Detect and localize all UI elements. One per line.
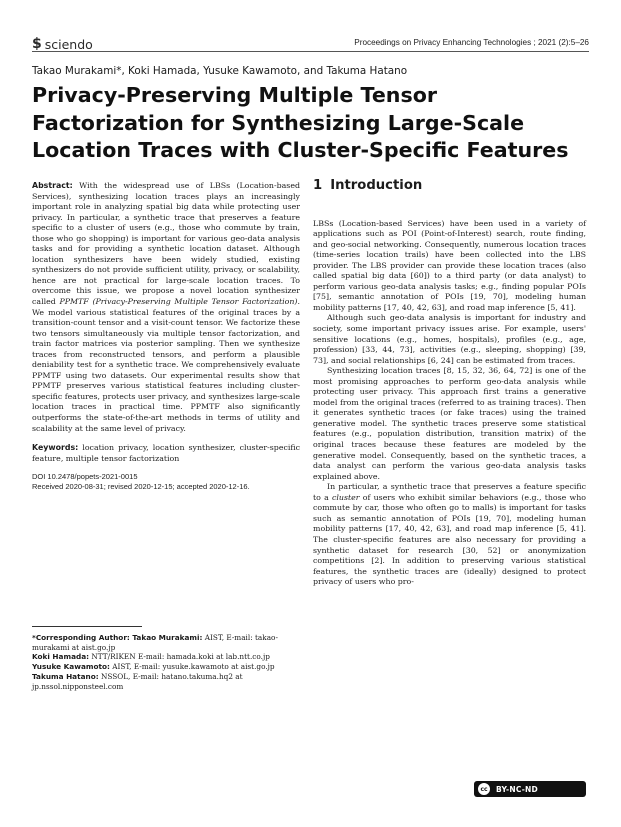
footnote-hatano	[32, 672, 300, 691]
footnote-text: NSSOL, E-mail: hatano.takuma.hq2 at jp.nssol.nipponsteel.com	[32, 671, 243, 691]
doi-link[interactable]: DOI 10.2478/popets-2021-0015	[32, 472, 138, 482]
section-title: Introduction	[330, 178, 423, 193]
intro-p4-italic: cluster	[332, 492, 360, 502]
license-badge[interactable]	[474, 781, 586, 797]
abstract-text-2: We model various statistical features of the original traces by a transition-count tensor and a visit-count tensor. We factorize these two tensors simultaneously via multiple tensor factorization, and train factor matrices via posterior sampling. Then we synthesize traces from reconstructed tensors, and perform a plausible deniability test for a synthetic trace. We comprehensively evaluate PPMTF using two datasets. Our experimental results show that PPMTF preserves various statistical features including cluster-specific features, protects user privacy, and synthesizes large-scale location traces in practical time. PPMTF also significantly outperforms the state-of-the-art methods in terms of utility and scalability at the same level of privacy.	[32, 307, 300, 433]
author-list: Takao Murakami*, Koki Hamada, Yusuke Kawamoto, and Takuma Hatano	[32, 65, 408, 77]
footnote-kawamoto	[32, 662, 300, 672]
abstract	[32, 181, 300, 434]
intro-paragraph-1: LBSs (Location-based Services) have been used in a variety of applications such as POI (Point-of-Interest) search, route finding, and geo-social networking. Consequently, numerous location traces (time-series location trails) have been collected into the LBS provider. The LBS provider can provide these location traces (also called spatial big data [60]) to a third party (or data analyst) to perform various geo-data analysis tasks; e.g., finding popular POIs [75], semantic annotation of POIs [19, 70], modeling human mobility patterns [17, 40, 42, 63], and road map inference [5, 41].	[313, 218, 586, 312]
paper-title: Privacy-Preserving Multiple Tensor Factorization for Synthesizing Large-Scale Location Traces with Cluster-Specific Features	[32, 83, 569, 162]
footnote-corresponding	[32, 633, 300, 652]
abstract-text-1: With the widespread use of LBSs (Location-based Services), synthesizing location traces plays an increasingly important role in analyzing spatial big data while protecting user privacy. In particular, a synthetic trace that preserves a feature specific to a cluster of users (e.g., those who commute by train, those who go shopping) is important for various geo-data analysis tasks and for providing a synthetic location dataset. Although location synthesizers have been widely studied, existing synthesizers do not provide sufficient utility, privacy, or scalability, hence are not practical for large-scale location traces. To overcome this issue, we propose a novel location synthesizer called	[32, 181, 300, 307]
footnote-name: *Corresponding Author: Takao Murakami:	[32, 633, 203, 642]
creative-commons-icon: cc	[477, 782, 491, 796]
intro-p4-text-a: In particular, a synthetic trace that preserves a feature specific to a	[313, 482, 586, 502]
publisher-logo[interactable]	[32, 36, 93, 52]
keywords	[32, 443, 300, 464]
footnote-text: AIST, E-mail: takao-murakami at aist.go.jp	[32, 633, 278, 652]
doi-block	[32, 472, 300, 492]
keywords-label: Keywords:	[32, 443, 79, 453]
footnote-hamada	[32, 652, 300, 662]
keywords-text: location privacy, location synthesizer, cluster-specific feature, multiple tensor factorization	[32, 443, 300, 463]
abstract-label: Abstract:	[32, 181, 73, 190]
footnote-name: Yusuke Kawamoto:	[32, 662, 110, 672]
footnote-divider	[32, 626, 142, 627]
intro-paragraph-2: Although such geo-data analysis is important for industry and society, some important privacy issues arise. For example, users' sensitive locations (e.g., homes, hospitals), profiles (e.g., age, profession) [33, 44, 73], activities (e.g., sleeping, shopping) [39, 73], and social relationships [6, 24] can be estimated from traces.	[313, 313, 586, 365]
footnote-text: AIST, E-mail: yusuke.kawamoto at aist.go.jp	[109, 662, 275, 672]
right-column	[313, 178, 587, 588]
intro-paragraph-3: Synthesizing location traces [8, 15, 32, 36, 64, 72] is one of the most promising approaches to perform geo-data analysis while protecting user privacy. This approach first trains a generative model from the original traces (referred to as training traces). Then it generates synthetic traces (or fake traces) using the trained generative model. The synthetic traces preserve some statistical features (e.g., population distribution, transition matrix) of the original traces because these features are modeled by the generative model. Consequently, based on the synthetic traces, a data analyst can perform the various geo-data analysis tasks explained above.	[313, 366, 586, 481]
intro-p4-text-b: of users who exhibit similar behaviors (e.g., those who commute by car, those who often go to malls) is important for tasks such as semantic annotation of POIs [19, 70], modeling human mobility patterns [17, 40, 42, 63], and road map inference [5, 41]. The cluster-specific features are also necessary for providing a synthetic dataset for research [30, 52] or anonymization competitions [2]. In addition to preserving various statistical features, the synthetic traces are (ideally) designed to protect privacy of users who pro-	[313, 492, 587, 587]
author-footnotes	[32, 626, 300, 691]
intro-paragraph-4	[313, 482, 586, 587]
footnote-text: NTT/RIKEN E-mail: hamada.koki at lab.ntt.co.jp	[89, 652, 270, 662]
license-text: BY-NC-ND	[496, 784, 538, 794]
header-divider	[32, 51, 589, 52]
journal-reference: Proceedings on Privacy Enhancing Technologies ; 2021 (2):5–26	[354, 38, 589, 47]
section-number: 1	[313, 178, 323, 193]
footnote-name: Takuma Hatano:	[32, 671, 99, 681]
received-dates: Received 2020-08-31; revised 2020-12-15; accepted 2020-12-16.	[32, 482, 250, 492]
left-column	[32, 181, 300, 492]
publisher-name: sciendo	[44, 36, 93, 52]
section-heading-introduction	[313, 178, 586, 193]
sciendo-logo-icon: $	[32, 36, 42, 52]
abstract-italic: PPMTF (Privacy-Preserving Multiple Tensor Factorization).	[59, 297, 300, 307]
footnote-name: Koki Hamada:	[32, 652, 90, 662]
